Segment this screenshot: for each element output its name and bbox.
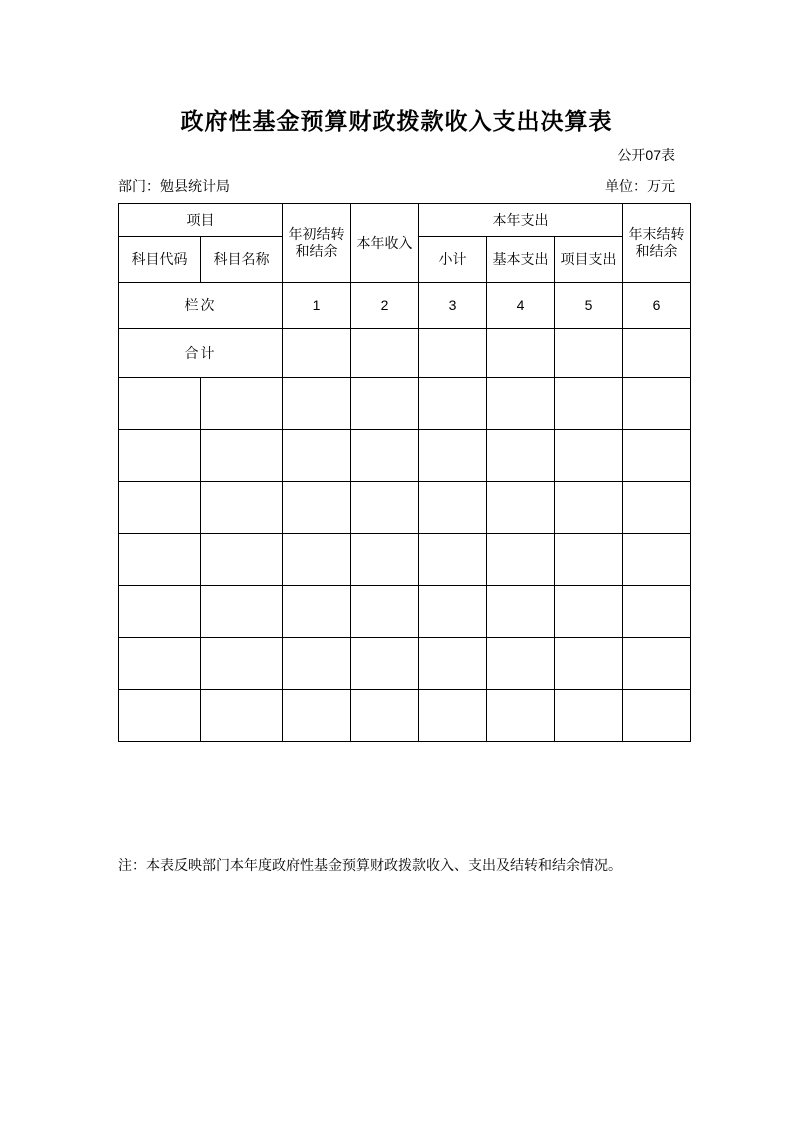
total-row-cell xyxy=(351,329,419,378)
total-row-cell xyxy=(283,329,351,378)
header-basic-expense: 基本支出 xyxy=(487,237,555,283)
row-value-cell xyxy=(351,534,419,586)
column-number-1: 1 xyxy=(283,283,351,329)
budget-table-wrapper xyxy=(118,203,685,742)
header-begin-balance-line2: 和结余 xyxy=(295,243,338,259)
row-value-cell xyxy=(623,638,691,690)
row-value-cell xyxy=(555,534,623,586)
row-value-cell xyxy=(487,430,555,482)
row-value-cell xyxy=(419,586,487,638)
header-year-expense-group: 本年支出 xyxy=(419,204,623,237)
row-value-cell xyxy=(487,586,555,638)
row-value-cell xyxy=(283,534,351,586)
row-value-cell xyxy=(555,586,623,638)
table-note: 注：本表反映部门本年度政府性基金预算财政拨款收入、支出及结转和结余情况。 xyxy=(118,857,622,873)
row-value-cell xyxy=(487,482,555,534)
header-project-expense: 项目支出 xyxy=(555,237,623,283)
row-name-cell xyxy=(201,586,283,638)
row-value-cell xyxy=(487,638,555,690)
header-begin-balance-line1: 年初结转 xyxy=(288,226,345,243)
row-value-cell xyxy=(555,690,623,742)
table-row xyxy=(119,690,691,742)
row-value-cell xyxy=(555,638,623,690)
row-value-cell xyxy=(283,378,351,430)
row-value-cell xyxy=(623,430,691,482)
row-value-cell xyxy=(351,430,419,482)
row-value-cell xyxy=(351,690,419,742)
row-value-cell xyxy=(623,378,691,430)
row-name-cell xyxy=(201,534,283,586)
header-item-name: 科目名称 xyxy=(201,237,283,283)
total-row xyxy=(119,329,691,378)
row-value-cell xyxy=(283,638,351,690)
column-number-2: 2 xyxy=(351,283,419,329)
row-value-cell xyxy=(283,586,351,638)
table-row xyxy=(119,430,691,482)
table-row xyxy=(119,586,691,638)
row-code-cell xyxy=(119,482,201,534)
row-code-cell xyxy=(119,638,201,690)
row-value-cell xyxy=(419,534,487,586)
row-value-cell xyxy=(555,430,623,482)
header-subtotal: 小计 xyxy=(419,237,487,283)
row-code-cell xyxy=(119,586,201,638)
row-value-cell xyxy=(419,378,487,430)
total-row-cell xyxy=(487,329,555,378)
total-row-cell xyxy=(555,329,623,378)
column-number-6: 6 xyxy=(623,283,691,329)
header-begin-balance xyxy=(283,204,351,283)
table-row xyxy=(119,378,691,430)
unit-label: 单位：万元 xyxy=(605,178,675,194)
row-value-cell xyxy=(419,638,487,690)
page-title: 政府性基金预算财政拨款收入支出决算表 xyxy=(180,108,613,134)
column-number-label: 栏次 xyxy=(119,283,283,329)
row-value-cell xyxy=(487,378,555,430)
column-number-row xyxy=(119,283,691,329)
header-end-balance-line1: 年末结转 xyxy=(628,226,685,243)
total-row-cell xyxy=(419,329,487,378)
header-item-group: 项目 xyxy=(119,204,283,237)
form-code: 公开07表 xyxy=(617,147,675,163)
table-row xyxy=(119,482,691,534)
table-header-row-1 xyxy=(119,204,691,237)
department-label: 部门：勉县统计局 xyxy=(118,178,230,194)
budget-table xyxy=(118,203,691,742)
header-item-code: 科目代码 xyxy=(119,237,201,283)
row-value-cell xyxy=(351,378,419,430)
row-name-cell xyxy=(201,482,283,534)
total-row-cell xyxy=(623,329,691,378)
column-number-5: 5 xyxy=(555,283,623,329)
column-number-3: 3 xyxy=(419,283,487,329)
row-value-cell xyxy=(555,378,623,430)
row-value-cell xyxy=(283,430,351,482)
table-row xyxy=(119,534,691,586)
row-value-cell xyxy=(419,482,487,534)
row-value-cell xyxy=(623,690,691,742)
row-code-cell xyxy=(119,534,201,586)
header-end-balance-line2: 和结余 xyxy=(635,243,678,259)
row-value-cell xyxy=(623,482,691,534)
table-row xyxy=(119,638,691,690)
row-code-cell xyxy=(119,690,201,742)
meta-row xyxy=(118,176,675,196)
header-end-balance xyxy=(623,204,691,283)
row-value-cell xyxy=(419,430,487,482)
row-code-cell xyxy=(119,430,201,482)
row-value-cell xyxy=(351,586,419,638)
row-value-cell xyxy=(487,534,555,586)
row-value-cell xyxy=(351,482,419,534)
row-value-cell xyxy=(283,690,351,742)
row-value-cell xyxy=(419,690,487,742)
row-name-cell xyxy=(201,378,283,430)
row-value-cell xyxy=(623,586,691,638)
column-number-4: 4 xyxy=(487,283,555,329)
row-name-cell xyxy=(201,690,283,742)
row-value-cell xyxy=(555,482,623,534)
header-year-income: 本年收入 xyxy=(351,204,419,283)
row-value-cell xyxy=(623,534,691,586)
row-name-cell xyxy=(201,638,283,690)
row-value-cell xyxy=(487,690,555,742)
row-name-cell xyxy=(201,430,283,482)
row-value-cell xyxy=(283,482,351,534)
row-code-cell xyxy=(119,378,201,430)
row-value-cell xyxy=(351,638,419,690)
total-row-label: 合计 xyxy=(119,329,283,378)
